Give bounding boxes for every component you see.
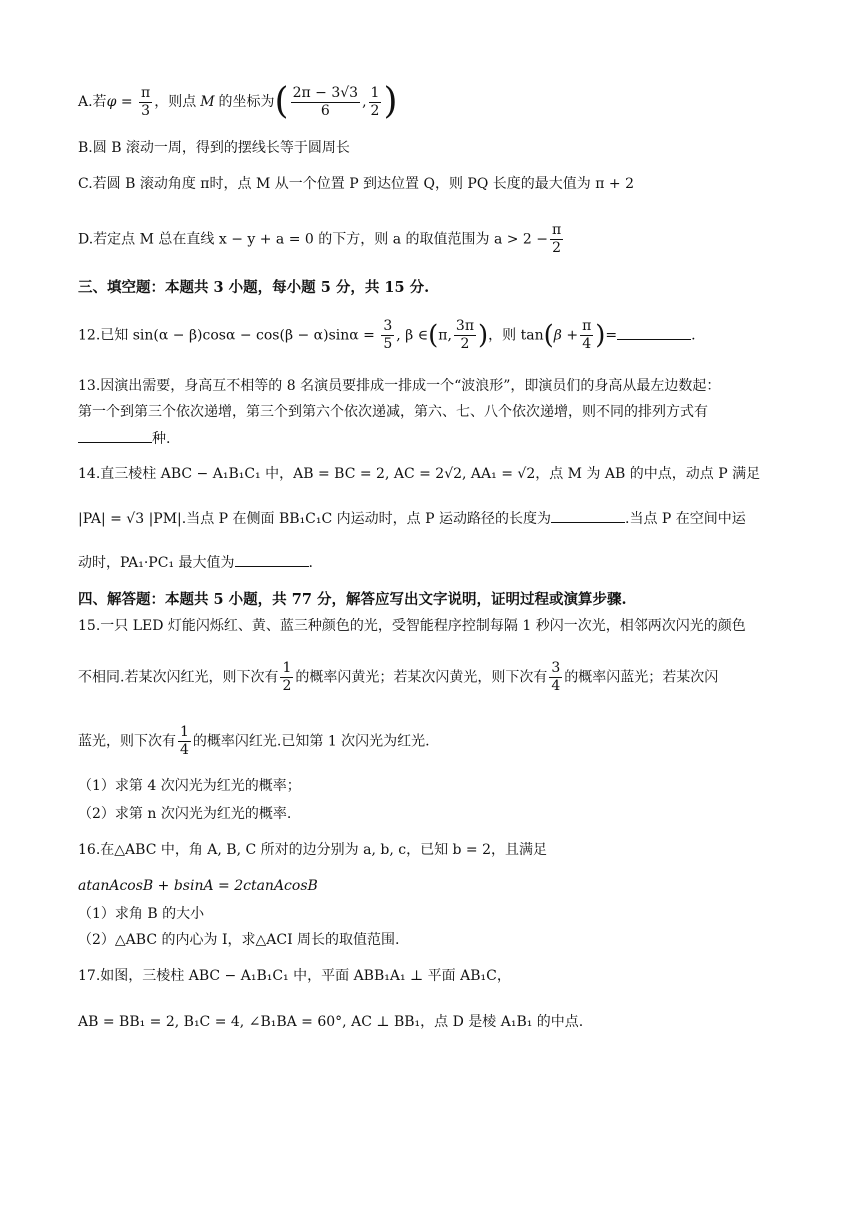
q15-line1: 15.一只 LED 灯能闪烁红、黄、蓝三种颜色的光，受智能程序控制每隔 1 秒闪一次光，相邻两次闪光的颜色 xyxy=(78,618,746,634)
frac-num: π xyxy=(582,318,592,334)
answer-blank[interactable] xyxy=(235,552,309,567)
right-paren: ) xyxy=(478,320,489,351)
answer-blank[interactable] xyxy=(551,508,625,523)
q14-line3a: 动时，PA₁·PC₁ 最大值为 xyxy=(78,555,235,571)
frac-den: 4 xyxy=(582,336,592,352)
q17-line2: AB = BB₁ = 2, B₁C = 4, ∠B₁BA = 60°, AC ⊥ BB₁，点 D 是棱 A₁B₁ 的中点. xyxy=(78,1014,584,1030)
frac-num: π xyxy=(141,84,151,101)
q14-line2 xyxy=(78,508,746,529)
frac-den: 6 xyxy=(320,102,330,119)
right-paren: ) xyxy=(383,81,398,122)
option-a-suffix: 的坐标为 xyxy=(218,94,275,110)
fraction-3-5 xyxy=(381,318,394,353)
fraction-3pi-2 xyxy=(454,318,476,353)
q14-line1: 14.直三棱柱 ABC − A₁B₁C₁ 中，AB = BC = 2, AC = 2√2, AA₁ = √2，点 M 为 AB 的中点，动点 P 满足 xyxy=(78,466,761,482)
q15-line3 xyxy=(78,724,430,759)
fraction-pi-2 xyxy=(550,222,563,257)
right-paren: ) xyxy=(595,320,606,351)
q14-line2a: |PA| = √3 |PM|.当点 P 在侧面 BB₁C₁C 内运动时，点 P 运动路径的长度为 xyxy=(78,511,551,527)
fraction-coord-y xyxy=(369,85,382,120)
section-3-heading: 三、填空题：本题共 3 小题，每小题 5 分，共 15 分. xyxy=(78,279,430,296)
fraction-1-4 xyxy=(178,724,191,759)
q16-line1: 16.在△ABC 中，角 A, B, C 所对的边分别为 a, b, c，已知 b = 2，且满足 xyxy=(78,842,548,858)
q13-line2: 第一个到第三个依次递增，第三个到第六个依次递减，第六、七、八个依次递增，则不同的排列方式有 xyxy=(78,404,708,420)
q15-line3b: 的概率闪红光.已知第 1 次闪光为红光. xyxy=(192,733,430,750)
q16-part2: （2）△ABC 的内心为 I，求△ACI 周长的取值范围. xyxy=(78,932,400,948)
option-a-mid: ，则点 xyxy=(154,94,197,110)
q15-line2c: 的概率闪蓝光；若某次闪 xyxy=(564,669,719,686)
q15-line2b: 的概率闪黄光；若某次闪黄光，则下次有 xyxy=(295,669,548,686)
left-paren: ( xyxy=(428,320,439,351)
option-a-prefix: A.若 xyxy=(78,94,107,110)
left-paren: ( xyxy=(274,81,289,122)
q14-line3b: . xyxy=(308,555,313,571)
frac-num: 1 xyxy=(282,660,292,676)
q12-prefix: 12.已知 sin(α − β)cosα − cos(β − α)sinα = xyxy=(78,327,380,344)
q14-line2b: .当点 P 在空间中运 xyxy=(625,511,746,527)
q15-line2a: 不相同.若某次闪红光，则下次有 xyxy=(78,669,279,686)
option-b: B.圆 B 滚动一周，得到的摆线长等于圆周长 xyxy=(78,140,350,156)
frac-den: 2 xyxy=(460,336,470,352)
q12-tan: ，则 tan xyxy=(488,327,544,344)
q12-mid: , β ∈ xyxy=(396,327,429,344)
option-d-text: D.若定点 M 总在直线 x − y + a = 0 的下方，则 a 的取值范围为 a > 2 − xyxy=(78,231,549,248)
point-m: M xyxy=(200,94,215,110)
q13-line3-text: 种. xyxy=(152,431,171,447)
q16-part1: （1）求角 B 的大小 xyxy=(78,906,205,922)
fraction-pi-3 xyxy=(139,85,152,120)
q15-line2 xyxy=(78,660,718,695)
question-12: 12.已知 sin(α − β)cosα − cos(β − α)sinα = $\frac{3}{5}$ , β ∈(π, $\frac{3\pi}{2}$ )，则 tan(β + $\frac{\pi}{4}$ )= . xyxy=(78,318,696,352)
q15-part2: （2）求第 n 次闪光为红光的概率. xyxy=(78,806,292,822)
q16-line2: atanAcosB + bsinA = 2ctanAcosB xyxy=(78,878,318,894)
q12-pi: π, xyxy=(438,327,452,344)
q12-beta: β + xyxy=(553,327,579,344)
q13-line1: 13.因演出需要，身高互不相等的 8 名演员要排成一排成一个“波浪形”，即演员们的身高从最左边数起： xyxy=(78,378,721,394)
frac-num: 1 xyxy=(180,724,189,740)
fraction-3-4 xyxy=(549,660,562,695)
option-c: C.若圆 B 滚动角度 π时，点 M 从一个位置 P 到达位置 Q，则 PQ 长度的最大值为 π + 2 xyxy=(78,176,634,192)
q17-line1: 17.如图，三棱柱 ABC − A₁B₁C₁ 中，平面 ABB₁A₁ ⊥ 平面 AB₁C， xyxy=(78,968,511,984)
frac-den: 3 xyxy=(141,102,151,119)
q15-part1: （1）求第 4 次闪光为红光的概率； xyxy=(78,778,301,794)
q12-equals: = xyxy=(605,327,618,344)
phi-symbol: φ = xyxy=(106,94,137,110)
fraction-1-2 xyxy=(280,660,293,695)
frac-num: 3 xyxy=(383,318,393,334)
frac-num: 1 xyxy=(370,84,380,101)
answer-blank[interactable] xyxy=(78,428,152,443)
fraction-pi-4 xyxy=(580,318,593,353)
frac-den: 2 xyxy=(552,240,562,256)
frac-den: 2 xyxy=(282,678,292,694)
left-paren: ( xyxy=(543,320,554,351)
frac-num: 3 xyxy=(551,660,561,676)
frac-den: 2 xyxy=(370,102,380,119)
section-4-heading: 四、解答题：本题共 5 小题，共 77 分，解答应写出文字说明，证明过程或演算步骤. xyxy=(78,591,627,608)
frac-num: 3π xyxy=(455,318,475,334)
frac-den: 5 xyxy=(383,336,393,352)
answer-blank[interactable] xyxy=(617,325,691,340)
q13-line3 xyxy=(78,428,170,449)
option-a: A.若φ = $\frac{\pi}{3}$ ，则点 M 的坐标为( $\frac{2\pi - 3√3}{6}$ , $\frac{1}{2}$ ) xyxy=(78,81,398,122)
option-d xyxy=(78,222,565,257)
fraction-coord-x xyxy=(291,85,360,120)
frac-den: 4 xyxy=(180,742,189,758)
q15-line3a: 蓝光，则下次有 xyxy=(78,733,176,750)
frac-num: π xyxy=(552,222,562,238)
q14-line3 xyxy=(78,552,313,573)
frac-num: 2π − 3√3 xyxy=(292,84,359,101)
frac-den: 4 xyxy=(551,678,561,694)
